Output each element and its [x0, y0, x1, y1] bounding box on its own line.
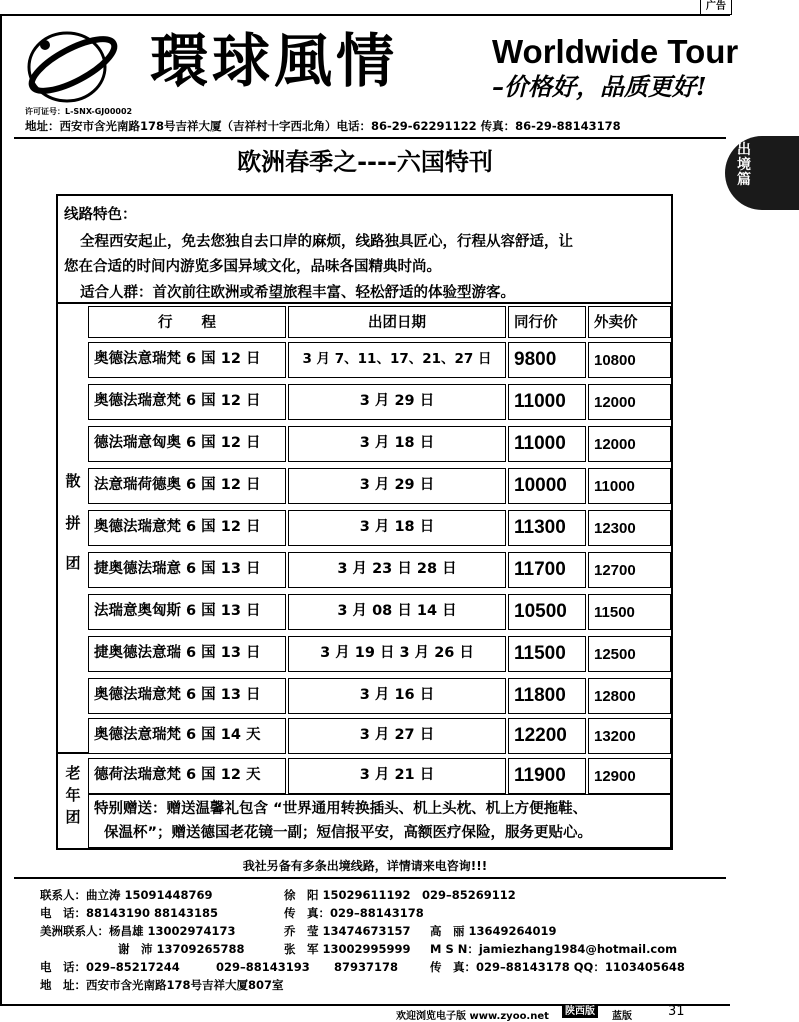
peer-price-cell: 9800 — [508, 342, 586, 378]
retail-price-cell: 12900 — [588, 758, 671, 794]
contact-person-6: 张 军 13002995999 — [284, 942, 411, 956]
page-frame-top — [0, 14, 730, 16]
contact-person-5: 谢 沛 13709265788 — [118, 942, 245, 956]
route-cell: 捷奥德法意瑞 6 国 13 日 — [88, 636, 286, 672]
peer-price-cell: 10000 — [508, 468, 586, 504]
route-cell: 奥德法意瑞梵 6 国 12 日 — [88, 342, 286, 378]
table-row — [88, 342, 671, 378]
features-line-2: 您在合适的时间内游览多国异域文化，品味各国精典时尚。 — [64, 259, 441, 275]
route-cell: 奥德法瑞意梵 6 国 12 日 — [88, 384, 286, 420]
contact-fax-qq: 传 真：029–88143178 QQ：1103405648 — [430, 960, 685, 974]
table-row — [88, 678, 671, 714]
retail-price-cell: 12500 — [588, 636, 671, 672]
table-row — [88, 510, 671, 546]
retail-price-cell: 12300 — [588, 510, 671, 546]
route-cell: 奥德法瑞意梵 6 国 13 日 — [88, 678, 286, 714]
peer-price-cell: 11700 — [508, 552, 586, 588]
retail-price-cell: 11500 — [588, 594, 671, 630]
features-heading: 线路特色： — [64, 207, 137, 223]
contact-divider — [14, 877, 726, 879]
header-retail-price: 外卖价 — [588, 306, 671, 338]
peer-price-cell: 10500 — [508, 594, 586, 630]
route-cell: 法意瑞荷德奥 6 国 12 日 — [88, 468, 286, 504]
company-address-line: 地址：西安市含光南路178号吉祥大厦（吉祥村十字西北角）电话：86-29-62291122 传真：86-29-88143178 — [25, 119, 621, 133]
features-line-1: 全程西安起止，免去您独自去口岸的麻烦，线路独具匠心，行程从容舒适，让 — [80, 234, 573, 250]
header-dates: 出团日期 — [288, 306, 506, 338]
table-row — [88, 758, 671, 794]
license-number: 许可证号：L-SNX-GJ00002 — [25, 107, 133, 116]
table-row — [88, 636, 671, 672]
page-number: 31 — [668, 1004, 685, 1019]
group-label-2c: 团 — [65, 808, 81, 826]
table-row — [88, 426, 671, 462]
table-header-row — [88, 306, 671, 338]
date-cell: 3 月 29 日 — [288, 468, 506, 504]
retail-price-cell: 12700 — [588, 552, 671, 588]
retail-price-cell: 12800 — [588, 678, 671, 714]
brand-english-name: Worldwide Tour — [492, 33, 739, 70]
brand-slogan: –价格好，品质更好! — [492, 72, 707, 101]
footer-edition-badge: 陕西版 — [562, 1006, 598, 1018]
contact-fax: 传 真：029–88143178 — [284, 906, 424, 920]
brand-title: 環球風情 — [150, 27, 399, 95]
table-row — [88, 718, 671, 754]
date-cell: 3 月 7、11、17、21、27 日 — [288, 342, 506, 378]
contact-address: 地 址：西安市含光南路178号吉祥大厦807室 — [40, 978, 284, 992]
group-label-1b: 拼 — [65, 514, 81, 532]
page-headline: 欧洲春季之----六国特刊 — [237, 148, 493, 176]
features-line-3: 适合人群：首次前往欧洲或希望旅程丰富、轻松舒适的体验型游客。 — [80, 285, 515, 301]
contact-person-4: 高 丽 13649264019 — [430, 924, 557, 938]
peer-price-cell: 11900 — [508, 758, 586, 794]
gift-line-2: 保温杯”；赠送德国老花镜一副；短信报平安，高额医疗保险，服务更贴心。 — [104, 825, 593, 841]
table-row — [88, 552, 671, 588]
table-row — [88, 384, 671, 420]
group-label-1a: 散 — [65, 472, 81, 490]
gift-line-1: 特别赠送：赠送温馨礼包含 “世界通用转换插头、机上头枕、机上方便拖鞋、 — [94, 801, 588, 817]
peer-price-cell: 12200 — [508, 718, 586, 754]
contact-msn: M S N：jamiezhang1984@hotmail.com — [430, 942, 678, 956]
contact-phone-2: 电 话：029–85217244 — [40, 960, 180, 974]
date-cell: 3 月 29 日 — [288, 384, 506, 420]
group-label-1c: 团 — [65, 554, 81, 572]
contact-phone: 电 话：88143190 88143185 — [40, 906, 219, 920]
footer-edition: 蓝版 — [612, 1011, 632, 1022]
date-cell: 3 月 16 日 — [288, 678, 506, 714]
peer-price-cell: 11000 — [508, 384, 586, 420]
retail-price-cell: 11000 — [588, 468, 671, 504]
date-cell: 3 月 23 日 28 日 — [288, 552, 506, 588]
retail-price-cell: 10800 — [588, 342, 671, 378]
retail-price-cell: 13200 — [588, 718, 671, 754]
table-row — [88, 594, 671, 630]
date-cell: 3 月 19 日 3 月 26 日 — [288, 636, 506, 672]
peer-price-cell: 11800 — [508, 678, 586, 714]
contact-person-3: 乔 莹 13474673157 — [284, 924, 411, 938]
table-row — [88, 468, 671, 504]
date-cell: 3 月 21 日 — [288, 758, 506, 794]
peer-price-cell: 11000 — [508, 426, 586, 462]
route-cell: 德法瑞意匈奥 6 国 12 日 — [88, 426, 286, 462]
route-cell: 法瑞意奥匈斯 6 国 13 日 — [88, 594, 286, 630]
contact-phone-3: 029–88143193 — [216, 960, 310, 974]
americas-contact: 美洲联系人：杨昌雄 13002974173 — [40, 924, 236, 938]
date-cell: 3 月 18 日 — [288, 510, 506, 546]
globe-logo-icon — [25, 25, 135, 110]
header-divider — [14, 137, 726, 139]
route-cell: 奥德法瑞意梵 6 国 12 日 — [88, 510, 286, 546]
header-route: 行 程 — [88, 306, 286, 338]
page-frame-bottom — [0, 1004, 730, 1006]
route-cell: 捷奥德法瑞意 6 国 13 日 — [88, 552, 286, 588]
peer-price-cell: 11500 — [508, 636, 586, 672]
retail-price-cell: 12000 — [588, 384, 671, 420]
date-cell: 3 月 18 日 — [288, 426, 506, 462]
contact-person-2: 徐 阳 15029611192 029–85269112 — [284, 888, 516, 902]
footer-website-note: 欢迎浏览电子版 www.zyoo.net — [396, 1011, 549, 1022]
more-routes-note: 我社另备有多条出境线路，详情请来电咨询!!! — [242, 859, 488, 873]
contact-phone-4: 87937178 — [334, 960, 399, 974]
route-cell: 德荷法瑞意梵 6 国 12 天 — [88, 758, 286, 794]
peer-price-cell: 11300 — [508, 510, 586, 546]
contact-person: 联系人：曲立涛 15091448769 — [40, 888, 213, 902]
side-section-label: 出境篇 — [737, 142, 751, 188]
group-divider — [58, 752, 88, 754]
date-cell: 3 月 27 日 — [288, 718, 506, 754]
route-cell: 奥德法意瑞梵 6 国 14 天 — [88, 718, 286, 754]
group-label-2a: 老 — [65, 764, 81, 782]
header-peer-price: 同行价 — [508, 306, 586, 338]
retail-price-cell: 12000 — [588, 426, 671, 462]
group-label-2b: 年 — [65, 786, 81, 804]
ad-tag: 广告 — [700, 0, 732, 15]
date-cell: 3 月 08 日 14 日 — [288, 594, 506, 630]
